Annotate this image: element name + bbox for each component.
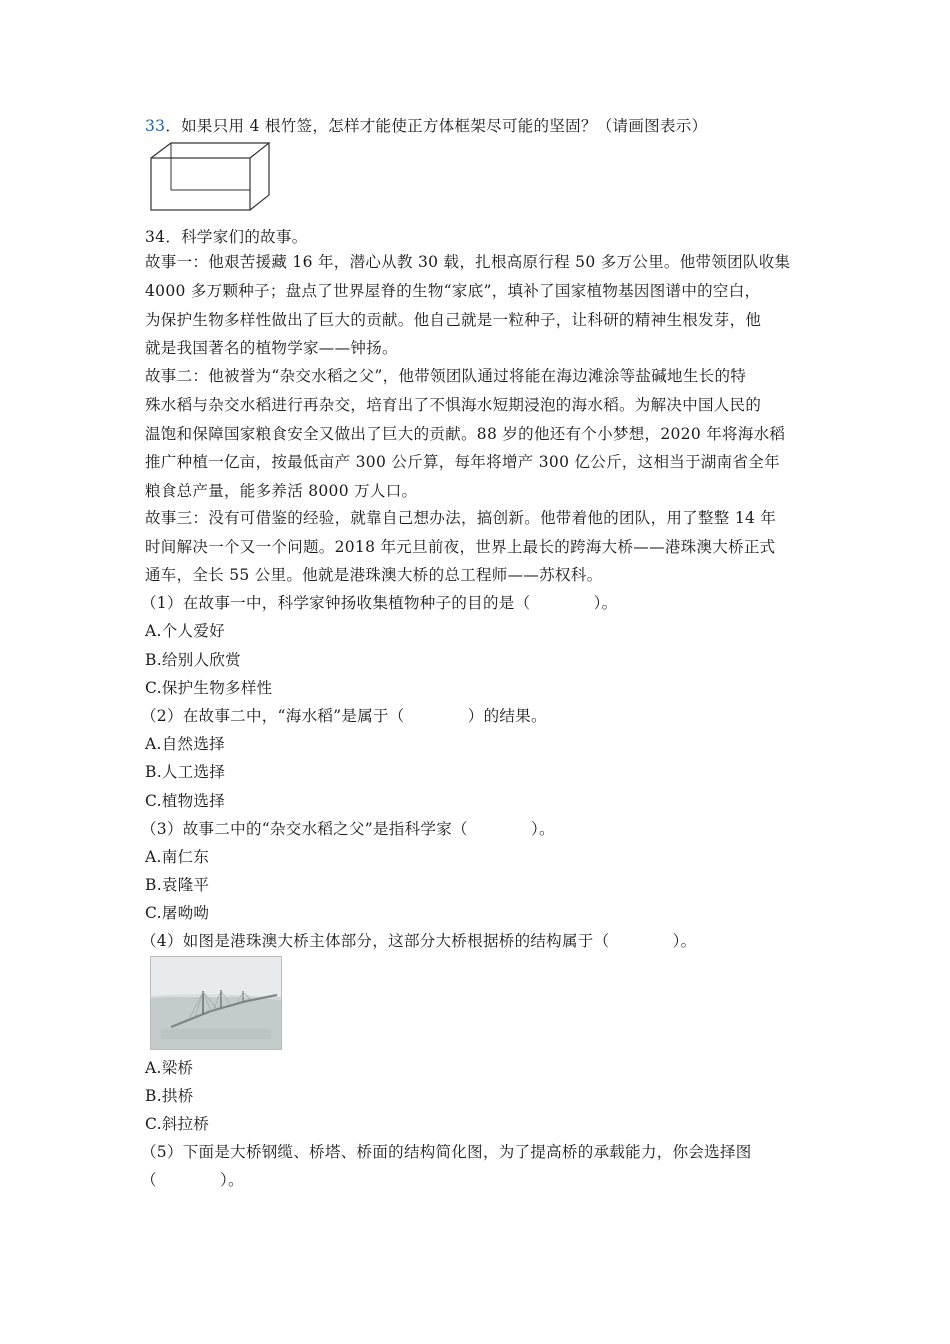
q34-title: 34．科学家们的故事。 (145, 228, 308, 246)
story1-line-2: 4000 多万颗种子；盘点了世界屋脊的生物“家底”，填补了国家植物基因图谱中的空白， (145, 282, 761, 300)
story1-line-1: 故事一：他艰苦援藏 16 年，潜心从教 30 载，扎根高原行程 50 多万公里。他带领团队收集 (145, 253, 791, 271)
story2-line-1: 故事二：他被誉为“杂交水稻之父”，他带领团队通过将能在海边滩涂等盐碱地生长的特 (145, 367, 747, 385)
sub1-option-c[interactable]: C.保护生物多样性 (145, 679, 273, 697)
sub5-stem-line-1: （5）下面是大桥钢缆、桥塔、桥面的结构简化图，为了提高桥的承载能力，你会选择图 (141, 1143, 752, 1161)
sub1-option-b[interactable]: B.给别人欣赏 (145, 651, 241, 669)
story3-line-3: 通车，全长 55 公里。他就是港珠澳大桥的总工程师——苏权科。 (145, 566, 603, 584)
sub4-option-c[interactable]: C.斜拉桥 (145, 1115, 210, 1133)
sub3-option-a[interactable]: A.南仁东 (145, 848, 210, 866)
sub2-option-a[interactable]: A.自然选择 (145, 735, 225, 753)
story1-line-3: 为保护生物多样性做出了巨大的贡献。他自己就是一粒种子，让科研的精神生根发芽，他 (145, 311, 762, 329)
sub2-stem: （2）在故事二中，“海水稻”是属于（ ）的结果。 (141, 707, 547, 725)
sub5-stem-line-2: （ ）。 (141, 1171, 244, 1189)
sub1-option-a[interactable]: A.个人爱好 (145, 622, 225, 640)
q33-text: ．如果只用 4 根竹签，怎样才能使正方体框架尽可能的坚固？（请画图表示） (165, 117, 708, 135)
sub3-option-c[interactable]: C.屠呦呦 (145, 904, 210, 922)
sub4-option-b[interactable]: B.拱桥 (145, 1087, 194, 1105)
sub2-option-b[interactable]: B.人工选择 (145, 763, 226, 781)
sub3-stem: （3）故事二中的“杂交水稻之父”是指科学家（ ）。 (141, 820, 555, 838)
story2-line-2: 殊水稻与杂交水稻进行再杂交，培育出了不惧海水短期浸泡的海水稻。为解决中国人民的 (145, 396, 762, 414)
bridge-photo-illustration (151, 957, 281, 1049)
q33-line (145, 116, 707, 136)
sub3-option-b[interactable]: B.袁隆平 (145, 876, 210, 894)
sub4-stem: （4）如图是港珠澳大桥主体部分，这部分大桥根据桥的结构属于（ ）。 (141, 932, 697, 950)
sub4-option-a[interactable]: A.梁桥 (145, 1059, 194, 1077)
story3-line-2: 时间解决一个又一个问题。2018 年元旦前夜，世界上最长的跨海大桥——港珠澳大桥正式 (145, 538, 776, 556)
story1-line-4: 就是我国著名的植物学家——钟扬。 (145, 339, 398, 357)
story2-line-5: 粮食总产量，能多养活 8000 万人口。 (145, 482, 418, 500)
story2-line-3: 温饱和保障国家粮食安全又做出了巨大的贡献。88 岁的他还有个小梦想，2020 年将海水稻 (145, 425, 786, 443)
q33-number: 33 (145, 117, 166, 135)
sub1-stem: （1）在故事一中，科学家钟扬收集植物种子的目的是（ ）。 (141, 594, 618, 612)
sub2-option-c[interactable]: C.植物选择 (145, 792, 226, 810)
story2-line-4: 推广种植一亿亩，按最低亩产 300 公斤算，每年将增产 300 亿公斤，这相当于湖南省全年 (145, 453, 780, 471)
story3-line-1: 故事三：没有可借鉴的经验，就靠自己想办法，搞创新。他带着他的团队，用了整整 14 年 (145, 509, 777, 527)
bridge-photo (150, 956, 282, 1050)
cube-frame-figure (148, 140, 272, 214)
